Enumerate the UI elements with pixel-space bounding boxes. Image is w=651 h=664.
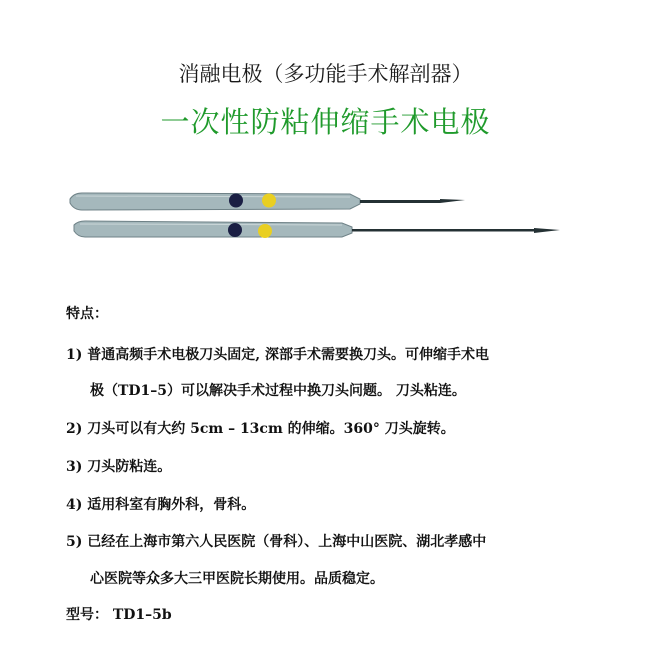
pen-handle-bottom (74, 221, 352, 237)
page-title: 消融电极（多功能手术解剖器） (178, 62, 473, 86)
feature-item-2: 2) 刀头可以有大约 5cm – 13cm 的伸缩。360° 刀头旋转。 (66, 421, 455, 437)
model-label: 型号： TD1–5b (66, 607, 172, 623)
page-subtitle: 一次性防粘伸缩手术电极 (160, 105, 491, 139)
pen-handle-top (70, 193, 360, 210)
features-heading: 特点： (66, 306, 108, 322)
feature-item-3: 3) 刀头防粘连。 (66, 459, 172, 475)
feature-item-4: 4) 适用科室有胸外科，骨科。 (66, 497, 256, 513)
feature-item-5-line-1: 5) 已经在上海市第六人民医院（骨科）、上海中山医院、湖北孝感中 (66, 534, 487, 550)
feature-item-5-line-2: 心医院等众多大三甲医院长期使用。品质稳定。 (90, 571, 384, 587)
electrode-pen-icon (60, 185, 580, 255)
feature-item-1-line-1: 1) 普通高频手术电极刀头固定, 深部手术需要换刀头。可伸缩手术电 (66, 347, 489, 363)
feature-item-1-line-2: 极（TD1–5）可以解决手术过程中换刀头问题。 刀头粘连。 (90, 383, 466, 399)
